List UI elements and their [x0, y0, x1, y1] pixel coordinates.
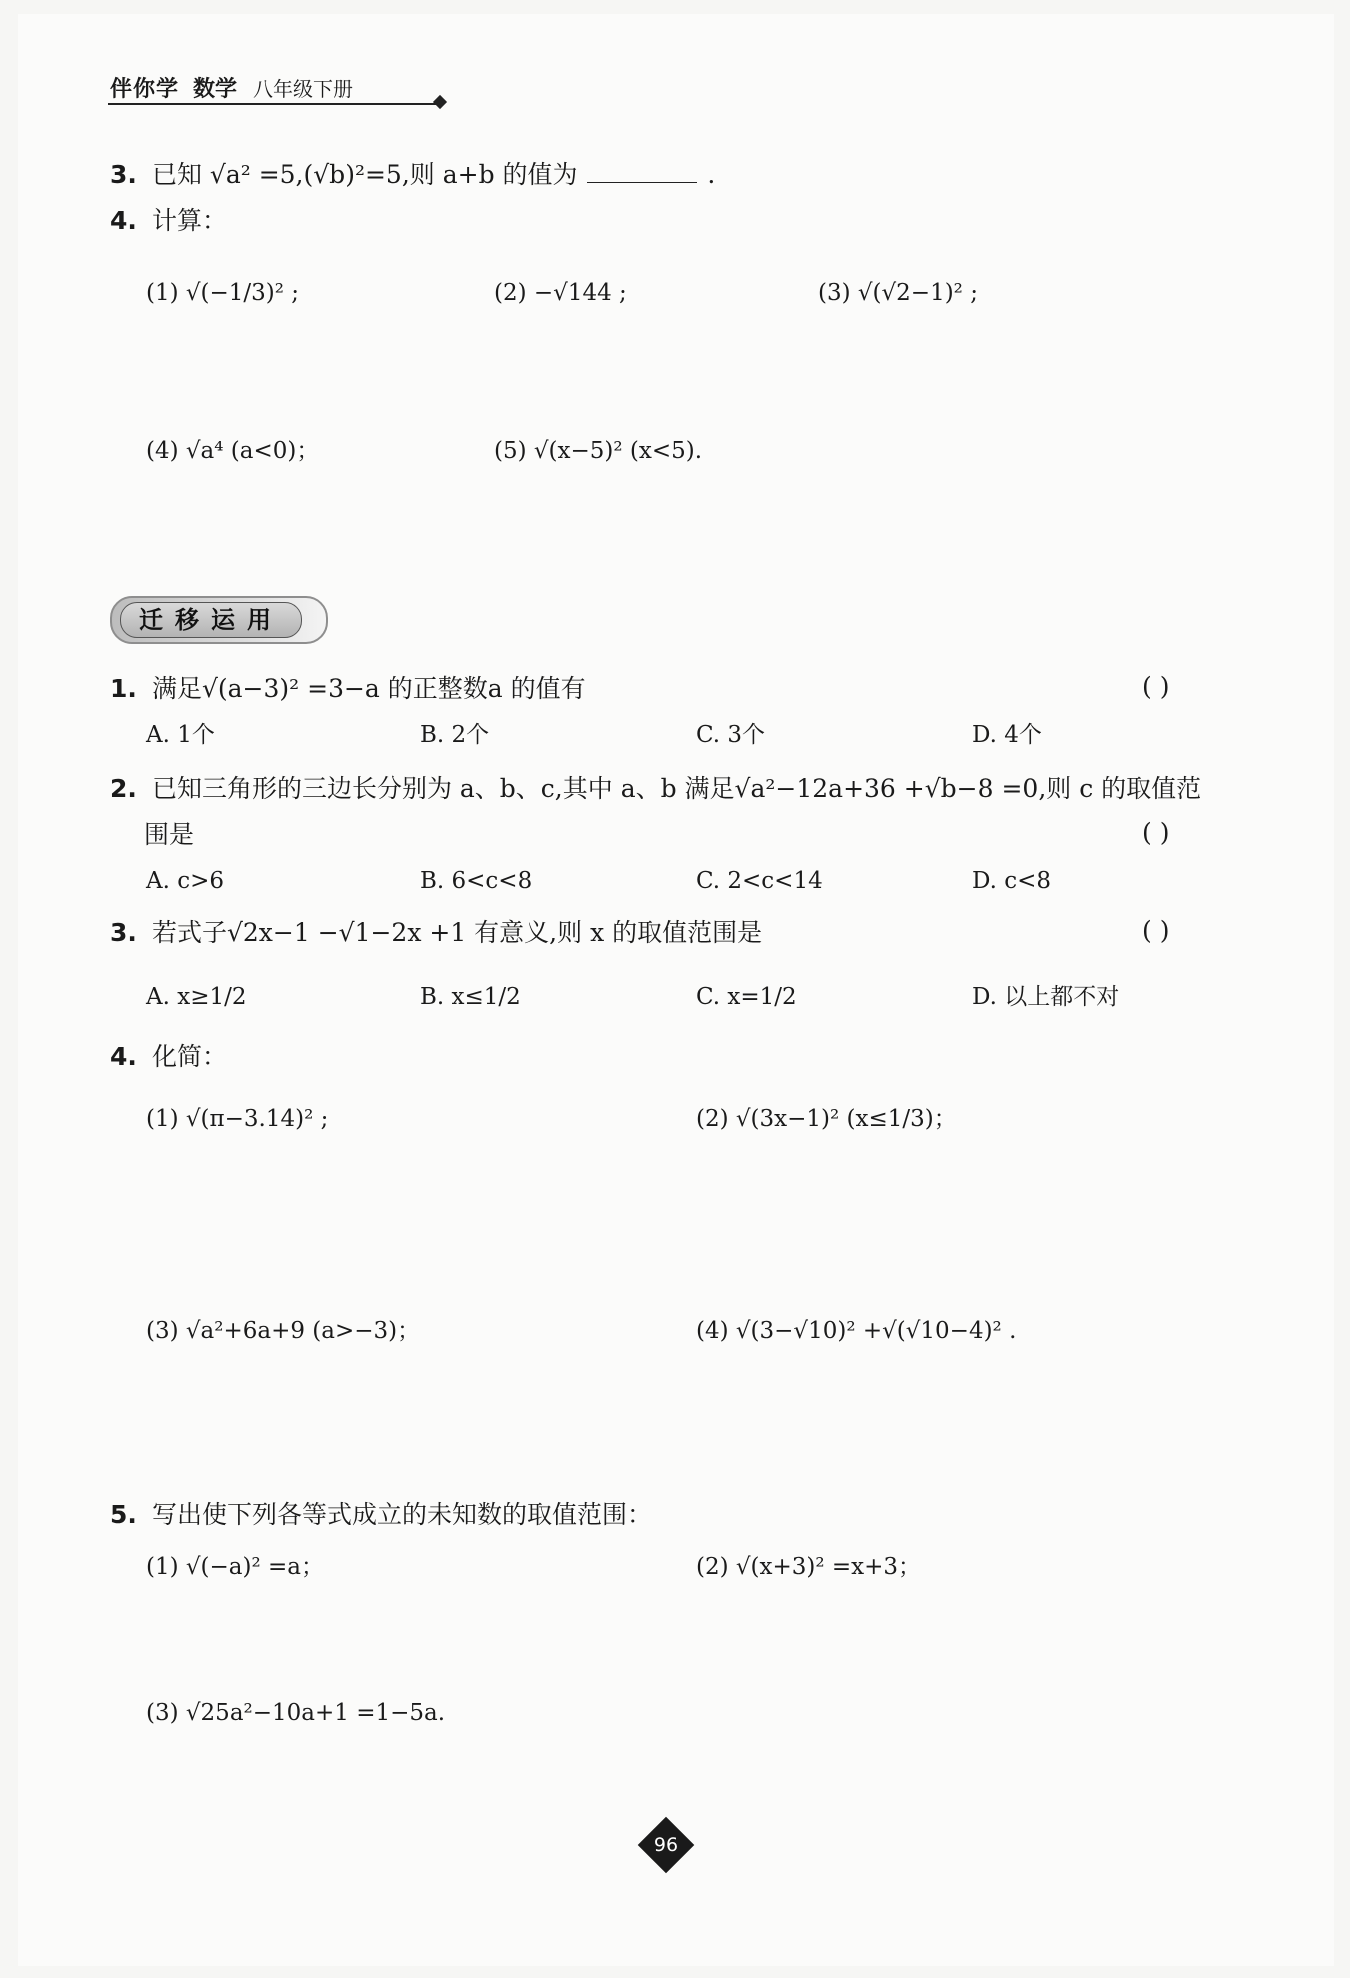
option-c[interactable]: C. 3个 [696, 722, 766, 748]
question-title: 写出使下列各等式成立的未知数的取值范围： [151, 1500, 652, 1529]
question-text-end: . [707, 160, 716, 189]
question-text: 若式子√2x−1 −√1−2x +1 有意义,则 x 的取值范围是 [151, 918, 763, 947]
question-number: 5. [110, 1500, 137, 1529]
calc-item-5: (5) √(x−5)² (x<5). [494, 438, 703, 464]
answer-paren[interactable]: ( ) [1142, 916, 1170, 945]
question-4 [110, 1040, 227, 1074]
question-3 [110, 158, 715, 192]
range-item-1: (1) √(−a)² =a； [146, 1554, 324, 1580]
question-text: 已知三角形的三边长分别为 a、b、c,其中 a、b 满足√a²−12a+36 +√b−8 =0,则 c 的取值范 [151, 774, 1202, 803]
section-title: 迁移运用 [120, 602, 302, 638]
range-item-3: (3) √25a²−10a+1 =1−5a. [146, 1700, 446, 1726]
answer-paren[interactable]: ( ) [1142, 818, 1170, 847]
calc-item-2: (2) −√144 ; [494, 280, 627, 306]
range-item-2: (2) √(x+3)² =x+3； [696, 1554, 922, 1580]
running-header [110, 72, 353, 103]
question-number: 4. [110, 1042, 137, 1071]
option-b[interactable]: B. 2个 [420, 722, 490, 748]
question-1 [110, 672, 586, 706]
question-3 [110, 916, 762, 950]
answer-paren[interactable]: ( ) [1142, 672, 1170, 701]
option-a[interactable]: A. x≥1/2 [146, 984, 247, 1010]
question-text: 满足√(a−3)² =3−a 的正整数a 的值有 [151, 674, 586, 703]
option-c[interactable]: C. 2<c<14 [696, 868, 823, 894]
section-badge [110, 596, 328, 644]
question-2 [110, 772, 1201, 806]
question-number: 2. [110, 774, 137, 803]
question-number: 3. [110, 160, 137, 189]
calc-item-3: (3) √(√2−1)² ; [818, 280, 978, 306]
option-b[interactable]: B. x≤1/2 [420, 984, 521, 1010]
option-d[interactable]: D. c<8 [972, 868, 1052, 894]
header-brand: 伴你学 [110, 77, 180, 102]
option-d[interactable]: D. 4个 [972, 722, 1042, 748]
simplify-item-4: (4) √(3−√10)² +√(√10−4)² . [696, 1318, 1017, 1344]
option-a[interactable]: A. c>6 [146, 868, 225, 894]
calc-item-1: (1) √(−1/3)² ; [146, 280, 300, 306]
question-4 [110, 204, 227, 238]
option-b[interactable]: B. 6<c<8 [420, 868, 533, 894]
simplify-item-2: (2) √(3x−1)² (x≤1/3)； [696, 1106, 957, 1132]
question-number: 3. [110, 918, 137, 947]
question-text-continued: 围是 [144, 820, 195, 849]
option-d[interactable]: D. 以上都不对 [972, 984, 1120, 1010]
question-5 [110, 1498, 652, 1532]
question-text: 已知 √a² =5,(√b)²=5,则 a+b 的值为 [151, 160, 578, 189]
calc-item-4: (4) √a⁴ (a<0)； [146, 438, 320, 464]
question-number: 1. [110, 674, 137, 703]
question-title: 计算： [151, 206, 227, 235]
question-number: 4. [110, 206, 137, 235]
header-rule [108, 103, 438, 105]
question-title: 化简： [151, 1042, 227, 1071]
page-number: 96 [653, 1834, 679, 1856]
answer-blank[interactable] [587, 160, 697, 183]
header-subject: 数学 [193, 77, 238, 102]
simplify-item-3: (3) √a²+6a+9 (a>−3)； [146, 1318, 421, 1344]
option-c[interactable]: C. x=1/2 [696, 984, 797, 1010]
simplify-item-1: (1) √(π−3.14)² ; [146, 1106, 329, 1132]
option-a[interactable]: A. 1个 [146, 722, 215, 748]
header-grade: 八年级下册 [253, 77, 354, 101]
